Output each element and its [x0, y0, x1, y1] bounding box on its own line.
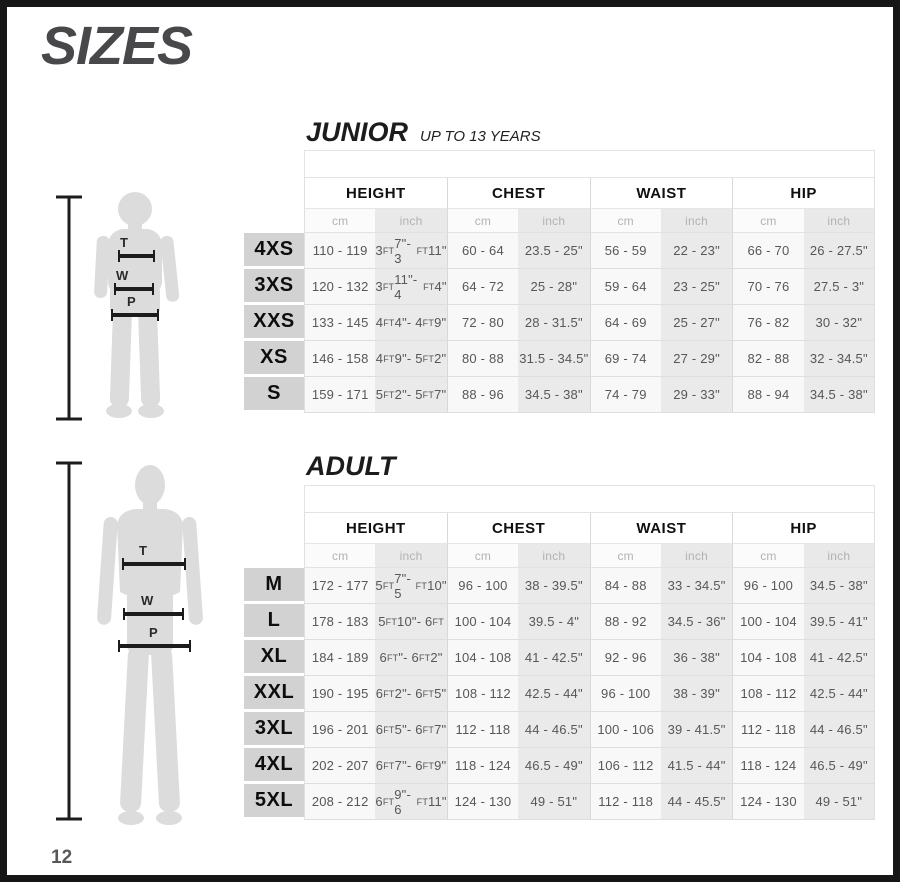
unit-header-inch: inch [375, 209, 446, 233]
adult-height-measure-line [56, 463, 82, 819]
spacer-cell [244, 178, 304, 209]
unit-header-cm: cm [447, 209, 518, 233]
hip-inch-cell: 30 - 32" [804, 305, 875, 341]
child-figure [47, 179, 227, 434]
waist-measure-label: W [116, 268, 129, 283]
size-label: L [244, 604, 304, 640]
waist-inch-cell: 41.5 - 44" [661, 748, 732, 784]
child-silhouette [94, 192, 180, 418]
page-title: SIZES [41, 16, 193, 76]
waist-cm-cell: 100 - 106 [590, 712, 661, 748]
height-inch-cell: 4 FT 9"- 5 FT 2" [375, 341, 446, 377]
unit-header-cm: cm [590, 544, 661, 568]
chest-inch-cell: 23.5 - 25" [518, 233, 589, 269]
height-cm-cell: 190 - 195 [304, 676, 375, 712]
column-header-hip: HIP [732, 178, 875, 209]
spacer-cell [244, 485, 304, 513]
waist-inch-cell: 44 - 45.5" [661, 784, 732, 820]
waist-cm-cell: 96 - 100 [590, 676, 661, 712]
hip-measure-label: P [127, 294, 136, 309]
column-header-height: HEIGHT [304, 178, 447, 209]
waist-cm-cell: 69 - 74 [590, 341, 661, 377]
chest-cm-cell: 112 - 118 [447, 712, 518, 748]
chest-inch-cell: 28 - 31.5" [518, 305, 589, 341]
height-cm-cell: 178 - 183 [304, 604, 375, 640]
unit-header-cm: cm [304, 209, 375, 233]
child-height-measure-line [56, 197, 82, 419]
size-label: XXL [244, 676, 304, 712]
height-cm-cell: 110 - 119 [304, 233, 375, 269]
table-top-spacer [304, 485, 875, 513]
chest-inch-cell: 31.5 - 34.5" [518, 341, 589, 377]
column-header-chest: CHEST [447, 513, 590, 544]
height-cm-cell: 172 - 177 [304, 568, 375, 604]
chest-cm-cell: 88 - 96 [447, 377, 518, 413]
height-inch-cell: 4 FT 4"- 4 FT 9" [375, 305, 446, 341]
adult-title-text: ADULT [306, 451, 396, 481]
unit-header-inch: inch [804, 544, 875, 568]
waist-cm-cell: 112 - 118 [590, 784, 661, 820]
size-label: XS [244, 341, 304, 377]
chest-inch-cell: 44 - 46.5" [518, 712, 589, 748]
hip-cm-cell: 124 - 130 [732, 784, 803, 820]
chest-cm-cell: 124 - 130 [447, 784, 518, 820]
waist-cm-cell: 92 - 96 [590, 640, 661, 676]
unit-header-cm: cm [304, 544, 375, 568]
hip-inch-cell: 41 - 42.5" [804, 640, 875, 676]
chest-inch-cell: 49 - 51" [518, 784, 589, 820]
waist-inch-cell: 27 - 29" [661, 341, 732, 377]
hip-cm-cell: 96 - 100 [732, 568, 803, 604]
unit-header-cm: cm [732, 544, 803, 568]
table-top-spacer [304, 150, 875, 178]
chest-cm-cell: 100 - 104 [447, 604, 518, 640]
chest-cm-cell: 80 - 88 [447, 341, 518, 377]
chest-cm-cell: 60 - 64 [447, 233, 518, 269]
waist-cm-cell: 88 - 92 [590, 604, 661, 640]
chest-measure-label: T [120, 235, 128, 250]
size-label: 3XL [244, 712, 304, 748]
chest-measure-label: T [139, 543, 147, 558]
hip-inch-cell: 42.5 - 44" [804, 676, 875, 712]
hip-cm-cell: 66 - 70 [732, 233, 803, 269]
column-header-chest: CHEST [447, 178, 590, 209]
junior-subtitle-text: UP TO 13 YEARS [420, 128, 541, 145]
hip-inch-cell: 49 - 51" [804, 784, 875, 820]
hip-inch-cell: 46.5 - 49" [804, 748, 875, 784]
unit-header-cm: cm [447, 544, 518, 568]
chest-cm-cell: 118 - 124 [447, 748, 518, 784]
hip-inch-cell: 44 - 46.5" [804, 712, 875, 748]
child-silhouette-graphic [47, 179, 227, 429]
height-cm-cell: 159 - 171 [304, 377, 375, 413]
chest-inch-cell: 41 - 42.5" [518, 640, 589, 676]
hip-cm-cell: 112 - 118 [732, 712, 803, 748]
size-label: M [244, 568, 304, 604]
chest-inch-cell: 46.5 - 49" [518, 748, 589, 784]
unit-header-inch: inch [518, 209, 589, 233]
height-cm-cell: 202 - 207 [304, 748, 375, 784]
column-header-waist: WAIST [590, 513, 733, 544]
height-inch-cell: 6 FT 7"- 6 FT 9" [375, 748, 446, 784]
hip-cm-cell: 104 - 108 [732, 640, 803, 676]
spacer-cell [244, 544, 304, 568]
waist-inch-cell: 22 - 23" [661, 233, 732, 269]
chest-inch-cell: 34.5 - 38" [518, 377, 589, 413]
waist-cm-cell: 59 - 64 [590, 269, 661, 305]
size-label: XL [244, 640, 304, 676]
height-inch-cell: 5 FT 10"- 6 FT [375, 604, 446, 640]
height-inch-cell: 6 FT 2"- 6 FT 5" [375, 676, 446, 712]
waist-cm-cell: 84 - 88 [590, 568, 661, 604]
height-inch-cell: 5 FT 7"- 5 FT 10" [375, 568, 446, 604]
chest-inch-cell: 39.5 - 4" [518, 604, 589, 640]
size-label: 4XS [244, 233, 304, 269]
size-label: S [244, 377, 304, 413]
waist-inch-cell: 39 - 41.5" [661, 712, 732, 748]
column-header-height: HEIGHT [304, 513, 447, 544]
size-label: 4XL [244, 748, 304, 784]
waist-cm-cell: 74 - 79 [590, 377, 661, 413]
hip-cm-cell: 118 - 124 [732, 748, 803, 784]
height-inch-cell: 3 FT 11"- 4 FT 4" [375, 269, 446, 305]
hip-cm-cell: 88 - 94 [732, 377, 803, 413]
waist-cm-cell: 64 - 69 [590, 305, 661, 341]
hip-cm-cell: 108 - 112 [732, 676, 803, 712]
height-cm-cell: 196 - 201 [304, 712, 375, 748]
waist-inch-cell: 23 - 25" [661, 269, 732, 305]
chest-cm-cell: 72 - 80 [447, 305, 518, 341]
adult-size-table [244, 485, 875, 820]
height-inch-cell: 6 FT 5"- 6 FT 7" [375, 712, 446, 748]
page-number: 12 [51, 847, 73, 868]
unit-header-inch: inch [375, 544, 446, 568]
hip-inch-cell: 32 - 34.5" [804, 341, 875, 377]
size-label: XXS [244, 305, 304, 341]
spacer-cell [244, 209, 304, 233]
hip-inch-cell: 26 - 27.5" [804, 233, 875, 269]
height-cm-cell: 146 - 158 [304, 341, 375, 377]
spacer-cell [244, 513, 304, 544]
adult-silhouette-graphic [47, 447, 237, 837]
adult-section-title [306, 451, 395, 482]
hip-inch-cell: 39.5 - 41" [804, 604, 875, 640]
height-inch-cell: 6 FT "- 6 FT 2" [375, 640, 446, 676]
hip-cm-cell: 82 - 88 [732, 341, 803, 377]
waist-inch-cell: 33 - 34.5" [661, 568, 732, 604]
waist-inch-cell: 36 - 38" [661, 640, 732, 676]
column-header-hip: HIP [732, 513, 875, 544]
waist-inch-cell: 34.5 - 36" [661, 604, 732, 640]
waist-inch-cell: 38 - 39" [661, 676, 732, 712]
height-cm-cell: 133 - 145 [304, 305, 375, 341]
hip-cm-cell: 70 - 76 [732, 269, 803, 305]
hip-measure-label: P [149, 625, 158, 640]
unit-header-inch: inch [804, 209, 875, 233]
chest-inch-cell: 38 - 39.5" [518, 568, 589, 604]
height-cm-cell: 120 - 132 [304, 269, 375, 305]
height-cm-cell: 184 - 189 [304, 640, 375, 676]
chest-inch-cell: 42.5 - 44" [518, 676, 589, 712]
junior-section-title [306, 117, 541, 148]
spacer-cell [244, 150, 304, 178]
size-label: 5XL [244, 784, 304, 820]
height-inch-cell: 6 FT 9"- 6 FT 11" [375, 784, 446, 820]
unit-header-inch: inch [661, 209, 732, 233]
waist-cm-cell: 106 - 112 [590, 748, 661, 784]
height-inch-cell: 5 FT 2"- 5 FT 7" [375, 377, 446, 413]
chest-cm-cell: 64 - 72 [447, 269, 518, 305]
chest-cm-cell: 108 - 112 [447, 676, 518, 712]
waist-inch-cell: 25 - 27" [661, 305, 732, 341]
hip-cm-cell: 76 - 82 [732, 305, 803, 341]
waist-cm-cell: 56 - 59 [590, 233, 661, 269]
chest-inch-cell: 25 - 28" [518, 269, 589, 305]
unit-header-cm: cm [590, 209, 661, 233]
junior-size-table [244, 150, 875, 413]
junior-title-text: JUNIOR [306, 117, 409, 147]
unit-header-inch: inch [518, 544, 589, 568]
unit-header-cm: cm [732, 209, 803, 233]
height-cm-cell: 208 - 212 [304, 784, 375, 820]
hip-inch-cell: 34.5 - 38" [804, 568, 875, 604]
chest-cm-cell: 104 - 108 [447, 640, 518, 676]
height-inch-cell: 3 FT 7"- 3 FT 11" [375, 233, 446, 269]
unit-header-inch: inch [661, 544, 732, 568]
column-header-waist: WAIST [590, 178, 733, 209]
adult-figure [47, 447, 237, 842]
waist-measure-label: W [141, 593, 154, 608]
size-label: 3XS [244, 269, 304, 305]
chest-cm-cell: 96 - 100 [447, 568, 518, 604]
hip-inch-cell: 34.5 - 38" [804, 377, 875, 413]
hip-inch-cell: 27.5 - 3" [804, 269, 875, 305]
waist-inch-cell: 29 - 33" [661, 377, 732, 413]
hip-cm-cell: 100 - 104 [732, 604, 803, 640]
